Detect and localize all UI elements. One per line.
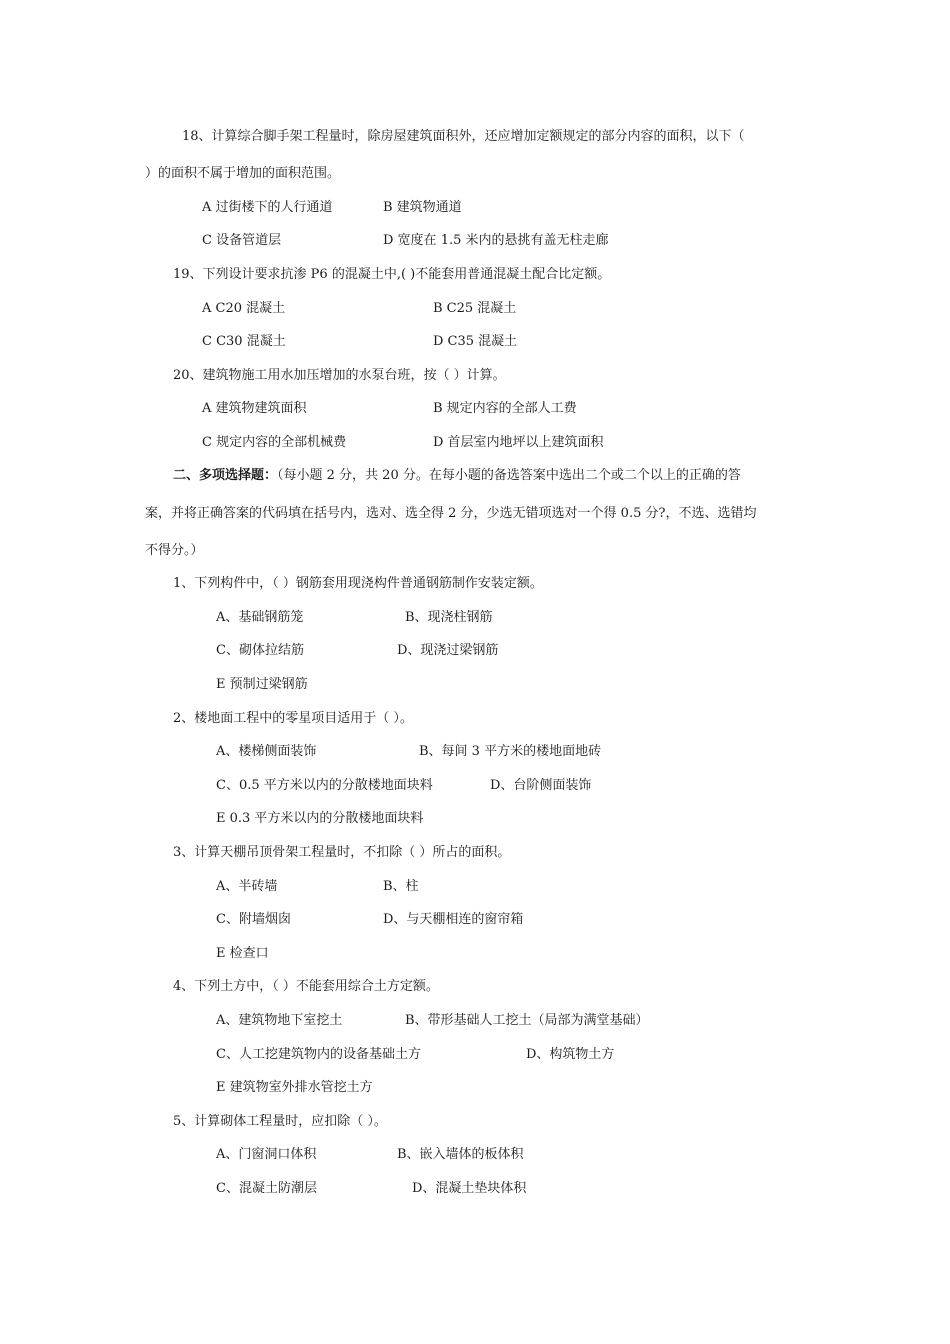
q19-option-a: A C20 混凝土	[202, 301, 286, 316]
m2-option-c: C、0.5 平方米以内的分散楼地面块料	[216, 778, 433, 793]
m4-option-d: D、构筑物土方	[526, 1047, 615, 1062]
m1-option-b: B、现浇柱钢筋	[405, 610, 493, 625]
m3-option-c: C、附墙烟囱	[216, 912, 291, 927]
m1-option-d: D、现浇过梁钢筋	[397, 643, 499, 658]
section2-heading: 二、多项选择题：	[173, 468, 278, 483]
m1-option-a: A、基础钢筋笼	[216, 610, 304, 625]
m5-option-d: D、混凝土垫块体积	[412, 1181, 527, 1196]
q18-stem-line1: 18、计算综合脚手架工程量时，除房屋建筑面积外，还应增加定额规定的部分内容的面积，以下（	[182, 129, 745, 144]
q20-option-a: A 建筑物建筑面积	[202, 401, 307, 416]
m3-option-e: E 检查口	[216, 946, 269, 961]
q19-option-d: D C35 混凝土	[433, 334, 518, 349]
q20-option-b: B 规定内容的全部人工费	[433, 401, 577, 416]
m3-option-b: B、柱	[383, 879, 419, 894]
m5-stem: 5、计算砌体工程量时，应扣除（ ）。	[173, 1114, 387, 1129]
q19-option-b: B C25 混凝土	[433, 301, 517, 316]
section2-instructions: （每小题 2 分，共 20 分。在每小题的备选答案中选出二个或二个以上的正确的答	[277, 468, 741, 483]
q19-option-c: C C30 混凝土	[202, 334, 286, 349]
m3-option-d: D、与天棚相连的窗帘箱	[383, 912, 524, 927]
m4-option-c: C、人工挖建筑物内的设备基础土方	[216, 1047, 421, 1062]
m3-stem: 3、计算天棚吊顶骨架工程量时，不扣除（ ）所占的面积。	[173, 845, 511, 860]
section2-intro-line2: 案，并将正确答案的代码填在括号内，选对、选全得 2 分，少选无错项选对一个得 0.5 分?，不选、选错均	[145, 506, 757, 521]
m1-option-c: C、砌体拉结筋	[216, 643, 304, 658]
m2-option-b: B、每间 3 平方米的楼地面地砖	[419, 744, 602, 759]
m2-option-a: A、楼梯侧面装饰	[216, 744, 317, 759]
m4-option-b: B、带形基础人工挖土（局部为满堂基础）	[405, 1013, 649, 1028]
q18-option-b: B 建筑物通道	[383, 200, 462, 215]
m5-option-c: C、混凝土防潮层	[216, 1181, 317, 1196]
m1-stem: 1、下列构件中，（ ）钢筋套用现浇构件普通钢筋制作安装定额。	[173, 576, 543, 591]
m4-option-e: E 建筑物室外排水管挖土方	[216, 1080, 373, 1095]
q18-stem-line2: ）的面积不属于增加的面积范围。	[145, 166, 341, 181]
m4-stem: 4、下列土方中，（ ）不能套用综合土方定额。	[173, 979, 439, 994]
m4-option-a: A、建筑物地下室挖土	[216, 1013, 343, 1028]
section2-intro-line3: 不得分。）	[145, 543, 204, 558]
m3-option-a: A、半砖墙	[216, 879, 278, 894]
q20-option-c: C 规定内容的全部机械费	[202, 435, 347, 450]
q19-stem: 19、下列设计要求抗渗 P6 的混凝土中,( )不能套用普通混凝土配合比定额。	[173, 267, 611, 282]
q18-option-a: A 过街楼下的人行通道	[202, 200, 333, 215]
m1-option-e: E 预制过梁钢筋	[216, 677, 308, 692]
m2-stem: 2、楼地面工程中的零星项目适用于（ ）。	[173, 711, 413, 726]
m5-option-a: A、门窗洞口体积	[216, 1147, 317, 1162]
section2-intro-line1	[173, 467, 741, 485]
m2-option-e: E 0.3 平方米以内的分散楼地面块料	[216, 811, 424, 826]
q20-stem: 20、建筑物施工用水加压增加的水泵台班，按（ ）计算。	[173, 368, 506, 383]
m2-option-d: D、台阶侧面装饰	[490, 778, 592, 793]
q20-option-d: D 首层室内地坪以上建筑面积	[433, 435, 604, 450]
q18-option-d: D 宽度在 1.5 米内的悬挑有盖无柱走廊	[383, 233, 609, 248]
m5-option-b: B、嵌入墙体的板体积	[397, 1147, 524, 1162]
q18-option-c: C 设备管道层	[202, 233, 282, 248]
